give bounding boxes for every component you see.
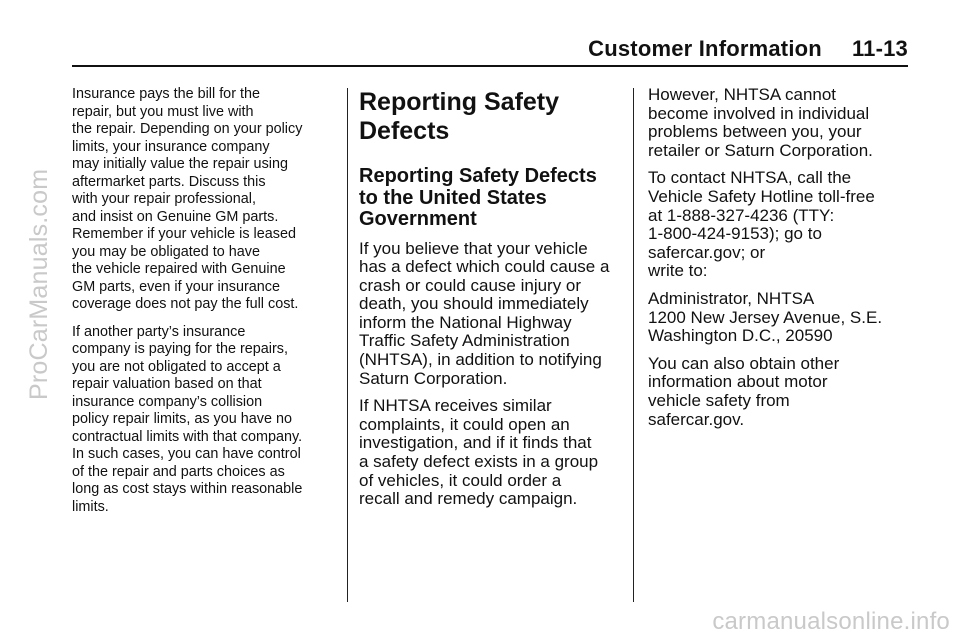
- paragraph-other-party-insurance: If another party’s insurance company is paying for the repairs, you are not obligated to accept a repair valuation based on that insurance company’s collision policy repair limits, as you have no contractual limits with that company. In such cases, you can have control of the repair and parts choices as long as cost stays within reasonable limits.: [72, 323, 303, 515]
- paragraph-report-defect: If you believe that your vehicle has a defect which could cause a crash or could cause injury or death, you should immediately inform the National Highway Traffic Safety Administration (NHTSA), in addition to notifying Saturn Corporation.: [359, 238, 610, 388]
- section-title: Customer Information: [588, 36, 822, 61]
- section-subheading: Reporting Safety Defects to the United States Government: [359, 165, 597, 230]
- column-middle: [359, 86, 621, 518]
- column-right: [648, 86, 910, 438]
- paragraph-more-info: You can also obtain other information about motor vehicle safety from safercar.gov.: [648, 353, 840, 429]
- watermark-procarmanuals: ProCarManuals.com: [25, 168, 53, 400]
- section-heading: Reporting Safety Defects: [359, 88, 560, 145]
- paragraph-insurance-repair: Insurance pays the bill for the repair, but you must live with the repair. Depending on your policy limits, your insurance company may initially value the repair using aftermarket parts. Discuss this with your repair professional, and insist on Genuine GM parts. Remember if your vehicle is leased you may be obligated to have the vehicle repaired with Genuine GM parts, even if your insurance coverage does not pay the full cost.: [72, 86, 303, 312]
- column-divider-left: [347, 88, 348, 602]
- watermark-carmanualsonline: carmanualsonline.info: [712, 608, 950, 635]
- page-number: 11-13: [851, 36, 908, 61]
- column-divider-right: [633, 88, 634, 602]
- paragraph-nhtsa-address: Administrator, NHTSA 1200 New Jersey Avenue, S.E. Washington D.C., 20590: [648, 288, 883, 346]
- paragraph-nhtsa-investigation: If NHTSA receives similar complaints, it could open an investigation, and if it finds that a safety defect exists in a group of vehicles, it could order a recall and remedy campaign.: [359, 396, 599, 509]
- header-rule: [72, 65, 908, 67]
- page-header: [72, 36, 908, 66]
- header-title: [588, 36, 908, 62]
- column-left: [72, 86, 337, 526]
- paragraph-contact-nhtsa: To contact NHTSA, call the Vehicle Safety Hotline toll-free at 1-888-327-4236 (TTY: 1-800-424-9153); go to safercar.gov; or write to:: [648, 168, 875, 281]
- paragraph-nhtsa-limits: However, NHTSA cannot become involved in individual problems between you, your retailer or Saturn Corporation.: [648, 85, 873, 160]
